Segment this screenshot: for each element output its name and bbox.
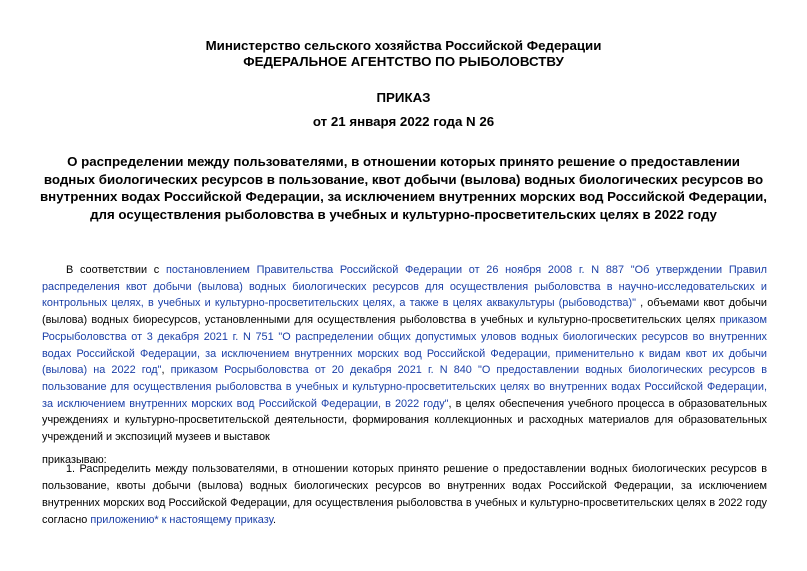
document-header [40, 38, 767, 70]
document-type: ПРИКАЗ [376, 90, 431, 105]
preamble-text-3: , [161, 364, 171, 377]
link-order-840[interactable]: приказом Росрыболовства от 20 декабря 2021 г. N 840 "О предоставлении водных биологических ресурсов в пользование для осуществления рыболовства в учебных и культурно-просветительских целях во внутренних водах Российской Федерации, за исключением внутренних морских вод Российской Федерации, в 2022 году" [42, 364, 767, 410]
preamble-text-1: В соответствии с [66, 264, 166, 276]
item-1-text: 1. Распределить между пользователями, в отношении которых принято решение о предоставлении водных биологических ресурсов в пользование, квоты добычи (вылова) водных биологических ресурсов во внутренних водах Российской Федерации, за исключением внутренних морских вод Российской Федерации, для осуществления рыболовства в учебных и культурно-просветительских целях в 2022 году согласно [42, 463, 767, 526]
ministry-name: Министерство сельского хозяйства Российской Федерации [205, 38, 602, 53]
document-title: О распределении между пользователями, в отношении которых принято решение о предоставлении водных биологических ресурсов в пользование, квот добычи (вылова) водных биологических ресурсов во внутренних водах Российской Федерации, за исключением внутренних морских вод Российской Федерации, для осуществления рыболовства в учебных и культурно-просветительских целях в 2022 году [40, 154, 767, 223]
link-order-751[interactable]: приказом Росрыболовства от 3 декабря 2021 г. N 751 "О распределении общих допустимых уловов водных биологических ресурсов во внутренних водах Российской Федерации, за исключением внутренних морских вод Российской Федерации, применительно к видам квот их добычи (вылова) на 2022 год" [42, 314, 767, 377]
order-word: приказываю: [42, 454, 107, 466]
preamble-text-4: , в целях обеспечения учебного процесса в образовательных учреждениях и культурно-просветительской деятельности, формирования коллекционных и расходных материалов для образовательных учреждений и экспозиций музеев и выставок [42, 397, 767, 444]
link-appendix[interactable]: приложению* к настоящему приказу [90, 514, 273, 526]
item-1-paragraph [42, 461, 767, 529]
preamble-paragraph [42, 262, 767, 446]
agency-name: ФЕДЕРАЛЬНОЕ АГЕНТСТВО ПО РЫБОЛОВСТВУ [243, 54, 564, 69]
preamble-text-2: , объемами квот добычи (вылова) водных биоресурсов, установленными для осуществления рыболовства в учебных и культурно-просветительских целях [42, 297, 767, 327]
item-1-end: . [272, 514, 276, 526]
link-government-decree-887[interactable]: постановлением Правительства Российской Федерации от 26 ноября 2008 г. N 887 "Об утверждении Правил распределения квот добычи (вылова) водных биологических ресурсов для осуществления рыболовства в научно-исследовательских и контрольных целях, в учебных и культурно-просветительских целях, а также в целях аквакультуры (рыбоводства)" [42, 264, 768, 310]
document-date-number: от 21 января 2022 года N 26 [312, 114, 495, 129]
